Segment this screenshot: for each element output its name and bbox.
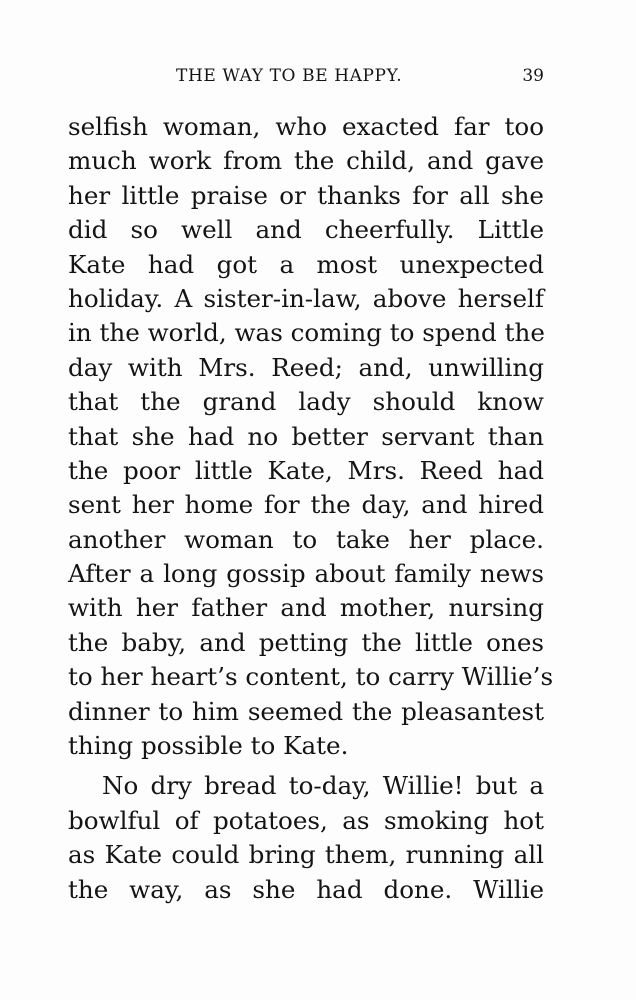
text-line: selfish woman, who exacted far too xyxy=(68,112,544,141)
text-line: dinner to him seemed the pleasantest xyxy=(68,696,544,726)
text-line: the baby, and petting the little ones xyxy=(68,627,544,657)
text-line: No dry bread to-day, Willie! but a xyxy=(102,771,544,801)
page-number: 39 xyxy=(522,66,544,86)
text-line: her little praise or thanks for all she xyxy=(68,180,544,210)
text-line: did so well and cheerfully. Little xyxy=(68,215,544,245)
text-line: that she had no better servant than xyxy=(68,421,544,451)
text-line: as Kate could bring them, running all xyxy=(68,840,544,870)
text-line: the poor little Kate, Mrs. Reed had xyxy=(68,455,544,485)
text-line: day with Mrs. Reed; and, unwilling xyxy=(68,352,544,382)
text-line: holiday. A sister-in-law, above herself xyxy=(68,283,544,313)
text-line: Kate had got a most unexpected xyxy=(68,249,544,279)
text-line: to her heart’s content, to carry Willie’s xyxy=(68,662,554,692)
text-line: that the grand lady should know xyxy=(68,387,544,417)
text-line: in the world, was coming to spend the xyxy=(68,318,545,348)
text-line: sent her home for the day, and hired xyxy=(68,490,544,520)
body-text xyxy=(68,110,554,907)
text-line: thing possible to Kate. xyxy=(68,731,349,761)
text-line: another woman to take her place. xyxy=(68,524,544,554)
text-line: After a long gossip about family news xyxy=(68,559,544,589)
text-line: with her father and mother, nursing xyxy=(68,593,544,623)
running-title: THE WAY TO BE HAPPY. xyxy=(176,66,403,86)
text-line: bowlful of potatoes, as smoking hot xyxy=(68,805,544,835)
text-line: the way, as she had done. Willie xyxy=(68,874,544,904)
text-line: much work from the child, and gave xyxy=(68,146,544,176)
